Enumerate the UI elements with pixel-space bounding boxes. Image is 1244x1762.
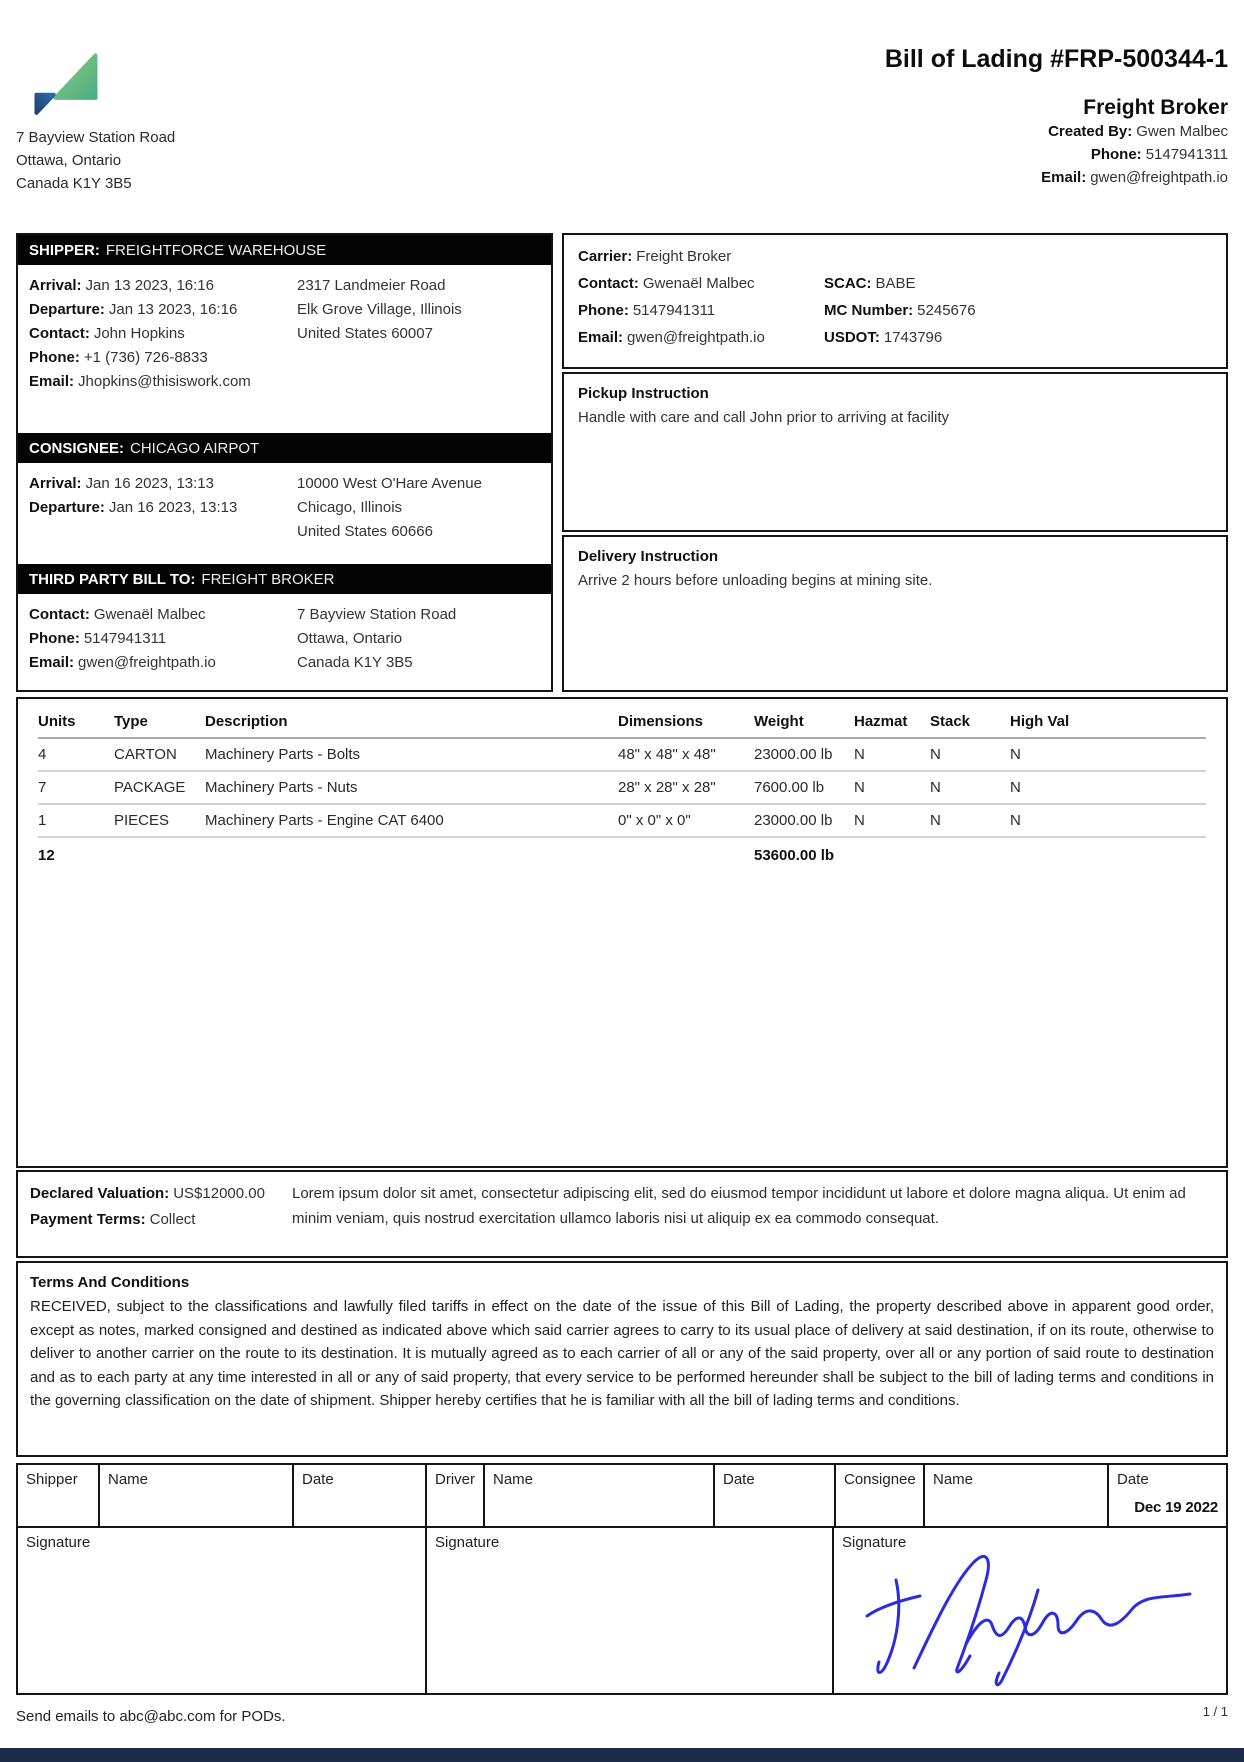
pickup-instruction-title: Pickup Instruction — [578, 385, 709, 402]
document-title-block — [885, 45, 1228, 195]
broker-address-line1: 7 Bayview Station Road — [16, 129, 176, 146]
signature-header-row — [18, 1465, 1226, 1528]
document-title: Bill of Lading #FRP-500344-1 — [884, 45, 1228, 73]
logo-blue-triangle — [36, 95, 53, 113]
third-party-details — [18, 594, 551, 690]
page-indicator: 1 / 1 — [1202, 1704, 1228, 1719]
items-header-row: Units Type Description Dimensions Weight Hazmat Stack High Val — [38, 705, 1206, 738]
bottom-accent-bar — [0, 1748, 1244, 1762]
driver-signature-field: Signature — [427, 1528, 834, 1693]
consignee-info: Arrival: Jan 16 2023, 13:13 Departure: Jan 16 2023, 13:13 — [29, 475, 238, 516]
carrier-column — [562, 233, 1228, 692]
logo-green-triangle — [55, 55, 95, 98]
consignee-signature-scribble-icon — [860, 1550, 1200, 1690]
third-party-address: 7 Bayview Station Road Ottawa, Ontario Canada K1Y 3B5 — [297, 606, 457, 671]
pickup-instruction-box — [562, 372, 1228, 532]
shipper-signer-label: Shipper — [18, 1465, 100, 1526]
broker-name: Freight Broker — [1083, 96, 1228, 119]
broker-created-by: Created By: Gwen Malbec — [1048, 123, 1228, 140]
total-units: 12 — [38, 847, 55, 864]
table-row: 4 CARTON Machinery Parts - Bolts 48" x 48" x 48" 23000.00 lb N N N — [38, 738, 1206, 771]
consignee-details — [18, 463, 551, 564]
consignee-signer-label: Consignee — [836, 1465, 925, 1526]
driver-date-cell: Date — [715, 1465, 836, 1526]
shipper-info: Arrival: Jan 13 2023, 16:16 Departure: Jan 13 2023, 16:16 Contact: John Hopkins Phone: +1 (736) 726-8833 Email: Jhopkins@thisiswork.com — [29, 277, 251, 390]
consignee-address: 10000 West O'Hare Avenue Chicago, Illinois United States 60666 — [297, 475, 482, 540]
shipper-signature-field: Signature — [18, 1528, 427, 1693]
delivery-instruction-title: Delivery Instruction — [578, 548, 719, 565]
consignee-signature-field: Signature — [834, 1528, 1226, 1693]
broker-email: Email: gwen@freightpath.io — [1041, 169, 1228, 186]
valuation-note: Lorem ipsum dolor sit amet, consectetur adipiscing elit, sed do eiusmod tempor incididunt ut labore et dolore magna aliqua. Ut enim ad minim veniam, quis nostrud exercitation ullamco laboris nisi ut aliquip ex ea commodo consequat. — [292, 1185, 1186, 1227]
carrier-box: Carrier: Freight Broker Contact: Gwenaël Malbec SCAC: BABE Phone: 5147941311 MC Number: 5245676 Email: gwen@freightpath.io USDOT: 1743796 — [562, 233, 1228, 369]
document-header — [16, 45, 1228, 195]
consignee-date-cell: Date Dec 19 2022 — [1117, 1471, 1218, 1516]
valuation-box — [16, 1170, 1228, 1258]
driver-signer-label: Driver — [427, 1465, 485, 1526]
consignee-name-cell: Name — [925, 1465, 1109, 1526]
broker-brand-block — [16, 45, 175, 195]
broker-address-line3: Canada K1Y 3B5 — [16, 175, 132, 192]
shipper-name-cell: Name — [100, 1465, 294, 1526]
parties-column — [16, 233, 553, 692]
terms-box — [16, 1261, 1228, 1457]
document-footer — [16, 1704, 1228, 1725]
terms-text: RECEIVED, subject to the classifications and lawfully filed tariffs in effect on the date of the issue of this Bill of Lading, the property described above in apparent good order, except as notes, marked consigned and destined as indicated above which said carrier agrees to carry to its usual place of delivery at said destination, if on its route, otherwise to deliver to another carrier on the route to its destination. It is mutually agreed as to each carrier of all or any of the said property, over all or any portion of said route to destination and as to each party at any time interested in all or any of said property, that every service to be performed hereunder shall be subject to the bill of lading terms and conditions in the governing classification on the date of shipment. Shipper hereby certifies that he is familiar with all the bill of lading terms and conditions. — [30, 1298, 1214, 1409]
signature-table — [16, 1463, 1228, 1695]
shipper-address: 2317 Landmeier Road Elk Grove Village, Illinois United States 60007 — [297, 277, 462, 342]
footer-note: Send emails to abc@abc.com for PODs. — [16, 1708, 286, 1725]
valuation-info: Declared Valuation: US$12000.00 Payment Terms: Collect — [30, 1185, 265, 1228]
freightpath-logo-icon — [22, 53, 106, 116]
parties-section — [16, 233, 1228, 692]
items-table-box — [16, 697, 1228, 1168]
signature-fields-row — [18, 1528, 1226, 1693]
delivery-instruction-text: Arrive 2 hours before unloading begins at mining site. — [578, 572, 933, 589]
driver-name-cell: Name — [485, 1465, 715, 1526]
third-party-section-bar: THIRD PARTY BILL TO: FREIGHT BROKER — [18, 564, 551, 594]
consignee-date-value: Dec 19 2022 — [1134, 1499, 1218, 1516]
third-party-info: Contact: Gwenaël Malbec Phone: 5147941311 Email: gwen@freightpath.io — [29, 606, 216, 671]
delivery-instruction-box — [562, 535, 1228, 692]
items-total-row — [38, 837, 1206, 871]
shipper-section-bar: SHIPPER: FREIGHTFORCE WAREHOUSE — [18, 235, 551, 265]
shipper-date-cell: Date — [294, 1465, 427, 1526]
terms-title: Terms And Conditions — [30, 1274, 190, 1291]
shipper-details — [18, 265, 551, 433]
broker-address — [16, 126, 175, 195]
broker-phone: Phone: 5147941311 — [1090, 146, 1228, 163]
consignee-section-bar: CONSIGNEE: CHICAGO AIRPOT — [18, 433, 551, 463]
broker-address-line2: Ottawa, Ontario — [16, 152, 122, 169]
table-row: 7 PACKAGE Machinery Parts - Nuts 28" x 28" x 28" 7600.00 lb N N N — [38, 771, 1206, 804]
items-table — [38, 705, 1206, 871]
pickup-instruction-text: Handle with care and call John prior to arriving at facility — [578, 409, 950, 426]
total-weight: 53600.00 lb — [754, 847, 835, 864]
table-row: 1 PIECES Machinery Parts - Engine CAT 6400 0" x 0" x 0" 23000.00 lb N N N — [38, 804, 1206, 837]
